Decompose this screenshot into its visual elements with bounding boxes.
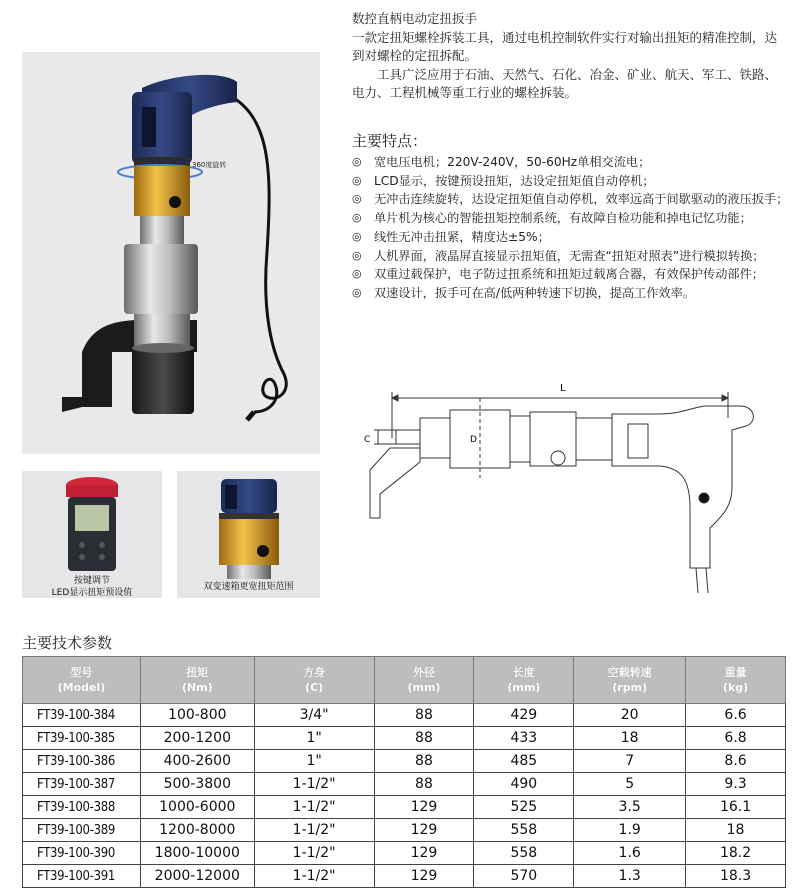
header-diameter: 外径 (mm) — [374, 657, 474, 704]
dimension-diagram — [360, 378, 790, 600]
feature-item — [352, 172, 792, 191]
led-display-thumbnail — [22, 471, 162, 598]
bullet-icon: ◎ — [352, 155, 362, 168]
table-row: FT39-100-389 1200-8000 1-1/2" 129 558 1.9 18 — [23, 819, 786, 842]
header-length: 长度 (mm) — [474, 657, 574, 704]
feature-text: 双重过载保护，电子防过扭系统和扭矩过载离合器，有效保护传动部件； — [374, 267, 764, 282]
header-weight: 重量 (kg) — [686, 657, 786, 704]
bullet-icon: ◎ — [352, 285, 362, 299]
led-caption-line1: 按键调节 — [73, 576, 110, 586]
feature-text: 宽电压电机；220V-240V，50-60Hz单相交流电； — [374, 155, 651, 169]
feature-item — [352, 190, 792, 209]
led-caption-line2: LED显示扭矩预设值 — [51, 588, 133, 598]
label-L: L — [560, 383, 566, 394]
intro-title: 数控直柄电动定扭扳手 — [352, 11, 478, 26]
intro-line2: 工具广泛应用于石油、天然气、石化、冶金、矿业、航天、军工、铁路、电力、工程机械等重工行业的螺栓拆装。 — [352, 66, 778, 100]
spec-table — [22, 656, 786, 888]
product-photo — [22, 52, 320, 454]
gearbox-thumbnail — [177, 471, 320, 598]
table-row: FT39-100-388 1000-6000 1-1/2" 129 525 3.5 16.1 — [23, 796, 786, 819]
feature-text: 无冲击连续旋转，达设定扭矩值自动停机，效率远高于间歇驱动的液压扳手； — [374, 192, 789, 207]
header-torque: 扭矩 (Nm) — [140, 657, 254, 704]
table-row: FT39-100-384 100-800 3/4" 88 429 20 6.6 — [23, 704, 786, 727]
feature-text: 人机界面，液晶屏直接显示扭矩值，无需查“扭矩对照表”进行模拟转换； — [374, 248, 765, 263]
feature-item — [352, 153, 792, 172]
features-title: 主要特点： — [352, 132, 428, 150]
table-row: FT39-100-386 400-2600 1" 88 485 7 8.6 — [23, 750, 786, 773]
bullet-icon: ◎ — [352, 267, 362, 281]
specs-title: 主要技术参数 — [22, 634, 113, 652]
bullet-icon: ◎ — [352, 229, 362, 243]
header-model: 型号 (Model) — [23, 657, 141, 704]
bullet-icon: ◎ — [352, 211, 362, 225]
wrench-line-drawing — [360, 378, 790, 600]
rotation-label: 360度旋转 — [192, 161, 227, 169]
feature-item — [352, 228, 792, 247]
header-square-drive: 方身 (C) — [254, 657, 374, 704]
intro-section — [352, 10, 782, 103]
intro-line1: 一款定扭矩螺栓拆装工具，通过电机控制软件实行对输出扭矩的精准控制，达到对螺栓的定扭拆配。 — [352, 29, 778, 63]
bullet-icon: ◎ — [352, 192, 362, 206]
feature-item — [352, 265, 792, 284]
led-caption — [22, 575, 162, 599]
gear-caption: 双变速箱更宽扭矩范围 — [203, 582, 294, 592]
feature-item — [352, 247, 792, 266]
feature-text: 单片机为核心的智能扭矩控制系统，有故障自检功能和掉电记忆功能； — [374, 211, 752, 226]
table-row: FT39-100-385 200-1200 1" 88 433 18 6.8 — [23, 727, 786, 750]
table-row: FT39-100-387 500-3800 1-1/2" 88 490 5 9.3 — [23, 773, 786, 796]
feature-text: LCD显示，按键预设扭矩，达设定扭矩值自动停机； — [374, 173, 655, 188]
header-speed: 空载转速 (rpm) — [574, 657, 686, 704]
feature-text: 线性无冲击扭紧，精度达±5%； — [374, 229, 550, 244]
features-list — [352, 153, 792, 303]
table-header-row — [23, 657, 786, 704]
gearbox-illustration — [177, 471, 320, 581]
feature-item — [352, 284, 792, 303]
led-panel-illustration — [22, 471, 162, 575]
torque-wrench-illustration — [22, 52, 320, 454]
label-C: C — [364, 435, 371, 445]
table-row: FT39-100-390 1800-10000 1-1/2" 129 558 1.6 18.2 — [23, 842, 786, 865]
table-row: FT39-100-391 2000-12000 1-1/2" 129 570 1.3 18.3 — [23, 865, 786, 888]
feature-text: 双速设计，扳手可在高/低两种转速下切换，提高工作效率。 — [374, 285, 695, 300]
feature-item — [352, 209, 792, 228]
bullet-icon: ◎ — [352, 173, 362, 187]
label-D: D — [470, 435, 477, 445]
bullet-icon: ◎ — [352, 248, 362, 262]
